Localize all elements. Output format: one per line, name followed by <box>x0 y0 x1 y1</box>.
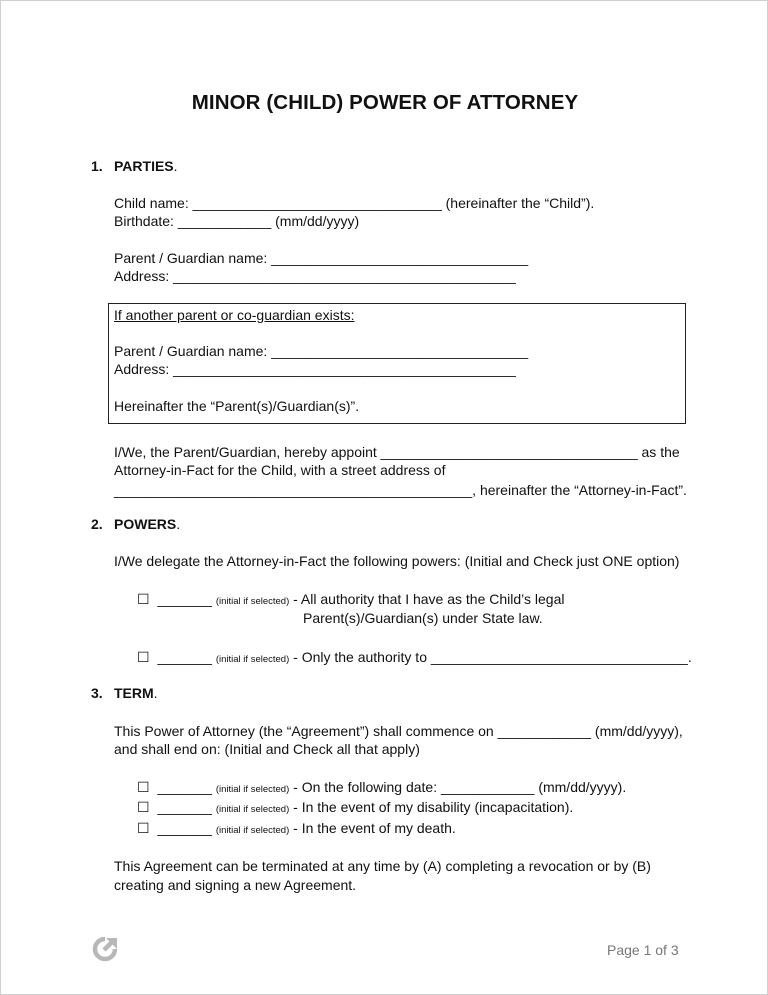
powers-option1-text: - All authority that I have as the Child’s legal <box>293 591 565 607</box>
term-option1-text: - On the following date: ____________ (mm/dd/yyyy). <box>293 779 627 795</box>
section-number-parties: 1. <box>91 158 103 174</box>
powers-option2-initial-note: (initial if selected) <box>215 654 290 665</box>
term-option3-checkbox[interactable]: ☐ <box>137 820 150 836</box>
powers-option1-checkbox[interactable]: ☐ <box>137 591 150 607</box>
powers-option1-initial-note: (initial if selected) <box>215 596 290 607</box>
guardian-name-line: Parent / Guardian name: _________________________________ <box>114 250 529 266</box>
document-title: MINOR (CHILD) POWER OF ATTORNEY <box>191 91 579 114</box>
birthdate-line: Birthdate: ____________ (mm/dd/yyyy) <box>114 213 360 229</box>
term-option1-initial-note: (initial if selected) <box>215 784 290 795</box>
term-option-death <box>137 819 456 840</box>
term-option2-text: - In the event of my disability (incapacitation). <box>293 799 574 815</box>
section-heading-parties-text: PARTIES <box>114 158 174 174</box>
termination-line-2: creating and signing a new Agreement. <box>114 877 357 893</box>
termination-line-1: This Agreement can be terminated at any time by (A) completing a revocation or by (B) <box>114 858 651 874</box>
appoint-line-3: ______________________________________________, hereinafter the “Attorney-in-Fact”. <box>114 482 687 498</box>
powers-option2-initial-blank[interactable]: _______ <box>157 649 212 665</box>
appoint-line-2: Attorney-in-Fact for the Child, with a street address of <box>114 462 446 478</box>
co-guardian-address-line: Address: ____________________________________________ <box>114 361 516 377</box>
term-intro-1: This Power of Attorney (the “Agreement”) shall commence on ____________ (mm/dd/yyyy), <box>114 723 683 739</box>
page-number: Page 1 of 3 <box>607 942 679 958</box>
powers-option-all-authority <box>137 590 564 611</box>
term-option3-initial-note: (initial if selected) <box>215 825 290 836</box>
powers-intro: I/We delegate the Attorney-in-Fact the following powers: (Initial and Check just ONE option) <box>114 553 680 569</box>
co-guardian-name-line: Parent / Guardian name: _________________________________ <box>114 343 529 359</box>
appoint-line-1: I/We, the Parent/Guardian, hereby appoint _________________________________ as the <box>114 444 680 460</box>
powers-option1-initial-blank[interactable]: _______ <box>157 591 212 607</box>
section-heading-powers-text: POWERS <box>114 516 177 532</box>
powers-option2-checkbox[interactable]: ☐ <box>137 649 150 665</box>
powers-option2-text: - Only the authority to _________________________________. <box>293 649 692 665</box>
section-heading-term-period: . <box>153 685 158 701</box>
section-heading-powers <box>114 516 180 532</box>
section-heading-parties-period: . <box>173 158 178 174</box>
powers-option1-text-cont: Parent(s)/Guardian(s) under State law. <box>303 610 543 626</box>
term-option3-text: - In the event of my death. <box>293 820 456 836</box>
term-option1-checkbox[interactable]: ☐ <box>137 779 150 795</box>
section-heading-term <box>114 685 158 701</box>
hereinafter-parents-line: Hereinafter the “Parent(s)/Guardian(s)”. <box>114 398 360 414</box>
term-option2-initial-blank[interactable]: _______ <box>157 799 212 815</box>
term-intro-2: and shall end on: (Initial and Check all that apply) <box>114 741 420 757</box>
guardian-address-line: Address: ____________________________________________ <box>114 268 516 284</box>
term-option3-initial-blank[interactable]: _______ <box>157 820 212 836</box>
section-heading-powers-period: . <box>176 516 181 532</box>
term-option2-initial-note: (initial if selected) <box>215 804 290 815</box>
term-option-date <box>137 778 626 799</box>
section-heading-term-text: TERM <box>114 685 154 701</box>
share-arrow-logo-icon <box>90 934 120 964</box>
term-option1-initial-blank[interactable]: _______ <box>157 779 212 795</box>
section-number-term: 3. <box>91 685 103 701</box>
term-option-disability <box>137 798 573 819</box>
section-number-powers: 2. <box>91 516 103 532</box>
section-heading-parties <box>114 158 178 174</box>
powers-option-only-authority <box>137 648 692 669</box>
term-option2-checkbox[interactable]: ☐ <box>137 799 150 815</box>
child-name-line: Child name: ________________________________ (hereinafter the “Child”). <box>114 195 595 211</box>
co-guardian-box-heading: If another parent or co-guardian exists: <box>114 307 355 323</box>
